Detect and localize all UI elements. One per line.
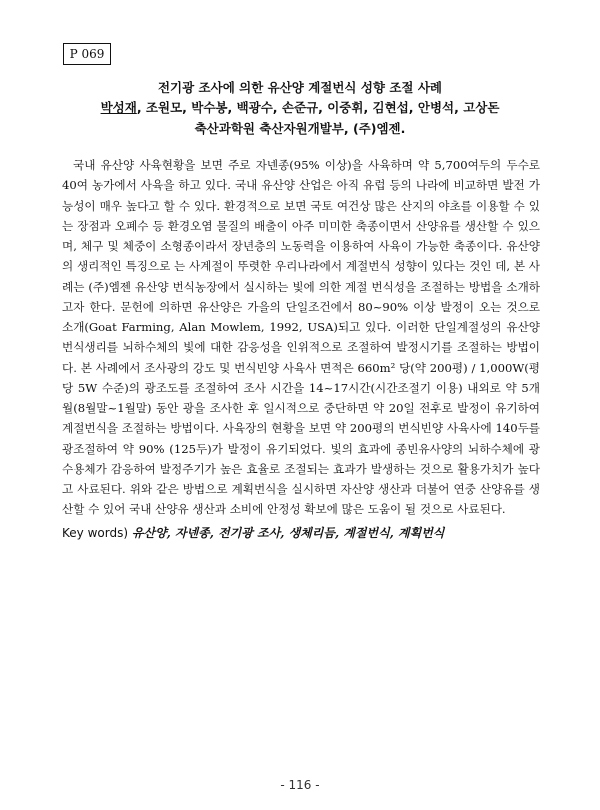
paper-title: 전기광 조사에 의한 유산양 계절번식 성향 조절 사례 bbox=[157, 80, 443, 95]
affiliation: 축산과학원 축산자원개발부, (주)엠젠. bbox=[194, 121, 406, 136]
author-list bbox=[0, 99, 600, 117]
keywords-line bbox=[62, 524, 540, 542]
other-authors: , 조원모, 박수봉, 백광수, 손준규, 이중휘, 김현섭, 안병석, 고상돈 bbox=[136, 100, 500, 115]
paper-code-box bbox=[63, 43, 111, 65]
keywords-label: Key words) bbox=[62, 526, 128, 540]
abstract-body: 국내 유산양 사육현황을 보면 주로 자넨종(95% 이상)을 사육하며 약 5,700여두의 두수로 40여 농가에서 사육을 하고 있다. 국내 유산양 산업은 아직 유럽 등의 나라에 비교하면 발전 가능성이 매우 높다고 할 수 있다. 환경적으로 보면 국토 여건상 많은 산지의 야초를 이용할 수 있는 장점과 오폐수 등 환경오염 물질의 배출이 아주 미미한 축종이면서 산양유를 생산할 수 있으며, 체구 및 체중이 소형종이라서 장년층의 노동력을 이용하여 사육이 가능한 축종이다. 유산양의 생리적인 특징으로 는 사계절이 뚜렷한 우리나라에서 계절번식 성향이 있다는 것인 데, 본 사례는 (주)엠젠 유산양 번식농장에서 실시하는 빛에 의한 계절 번식성을 조절하는 방법을 소개하고자 한다. 문헌에 의하면 유산양은 가을의 단일조건에서 80~90% 이상 발정이 오는 것으로 소개(Goat Farming, Alan Mowlem, 1992, USA)되고 있다. 이러한 단일계절성의 유산양 번식생리를 뇌하수체의 빛에 대한 감응성을 인위적으로 조절하여 발정시기를 조절하는 방법이다. 본 사례에서 조사광의 강도 및 번식빈양 사육사 면적은 660m² 당(약 200평) / 1,000W(평당 5W 수준)의 광조도를 조절하여 조사 시간을 14~17시간(시간조절기 이용) 내외로 약 5개월(8월말~1월말) 동안 광을 조사한 후 일시적으로 중단하면 약 20일 전후로 발정이 유기하여 계절번식을 조절하는 방법이다. 사육장의 현황을 보면 약 200평의 번식빈양 사육사에 140두를 광조절하여 약 90% (125두)가 발정이 유기되었다. 빛의 효과에 종빈유사양의 뇌하수체에 광수용체가 감응하여 발정주기가 높은 효율로 조절되는 효과가 발생하는 것으로 활용가치가 높다고 사료된다. 위와 같은 방법으로 계획번식을 실시하면 자산양 생산과 더불어 연중 산양유를 생산할 수 있어 국내 산양유 생산과 소비에 안정성 확보에 많은 도움이 될 것으로 사료된다. bbox=[62, 158, 540, 517]
page-number: - 116 - bbox=[280, 778, 320, 792]
presenting-author: 박성재 bbox=[100, 100, 137, 115]
paper-code: P 069 bbox=[69, 47, 105, 61]
keywords-terms: 유산양, 자넨종, 전기광 조사, 생체리듬, 계절번식, 계획번식 bbox=[131, 526, 445, 540]
